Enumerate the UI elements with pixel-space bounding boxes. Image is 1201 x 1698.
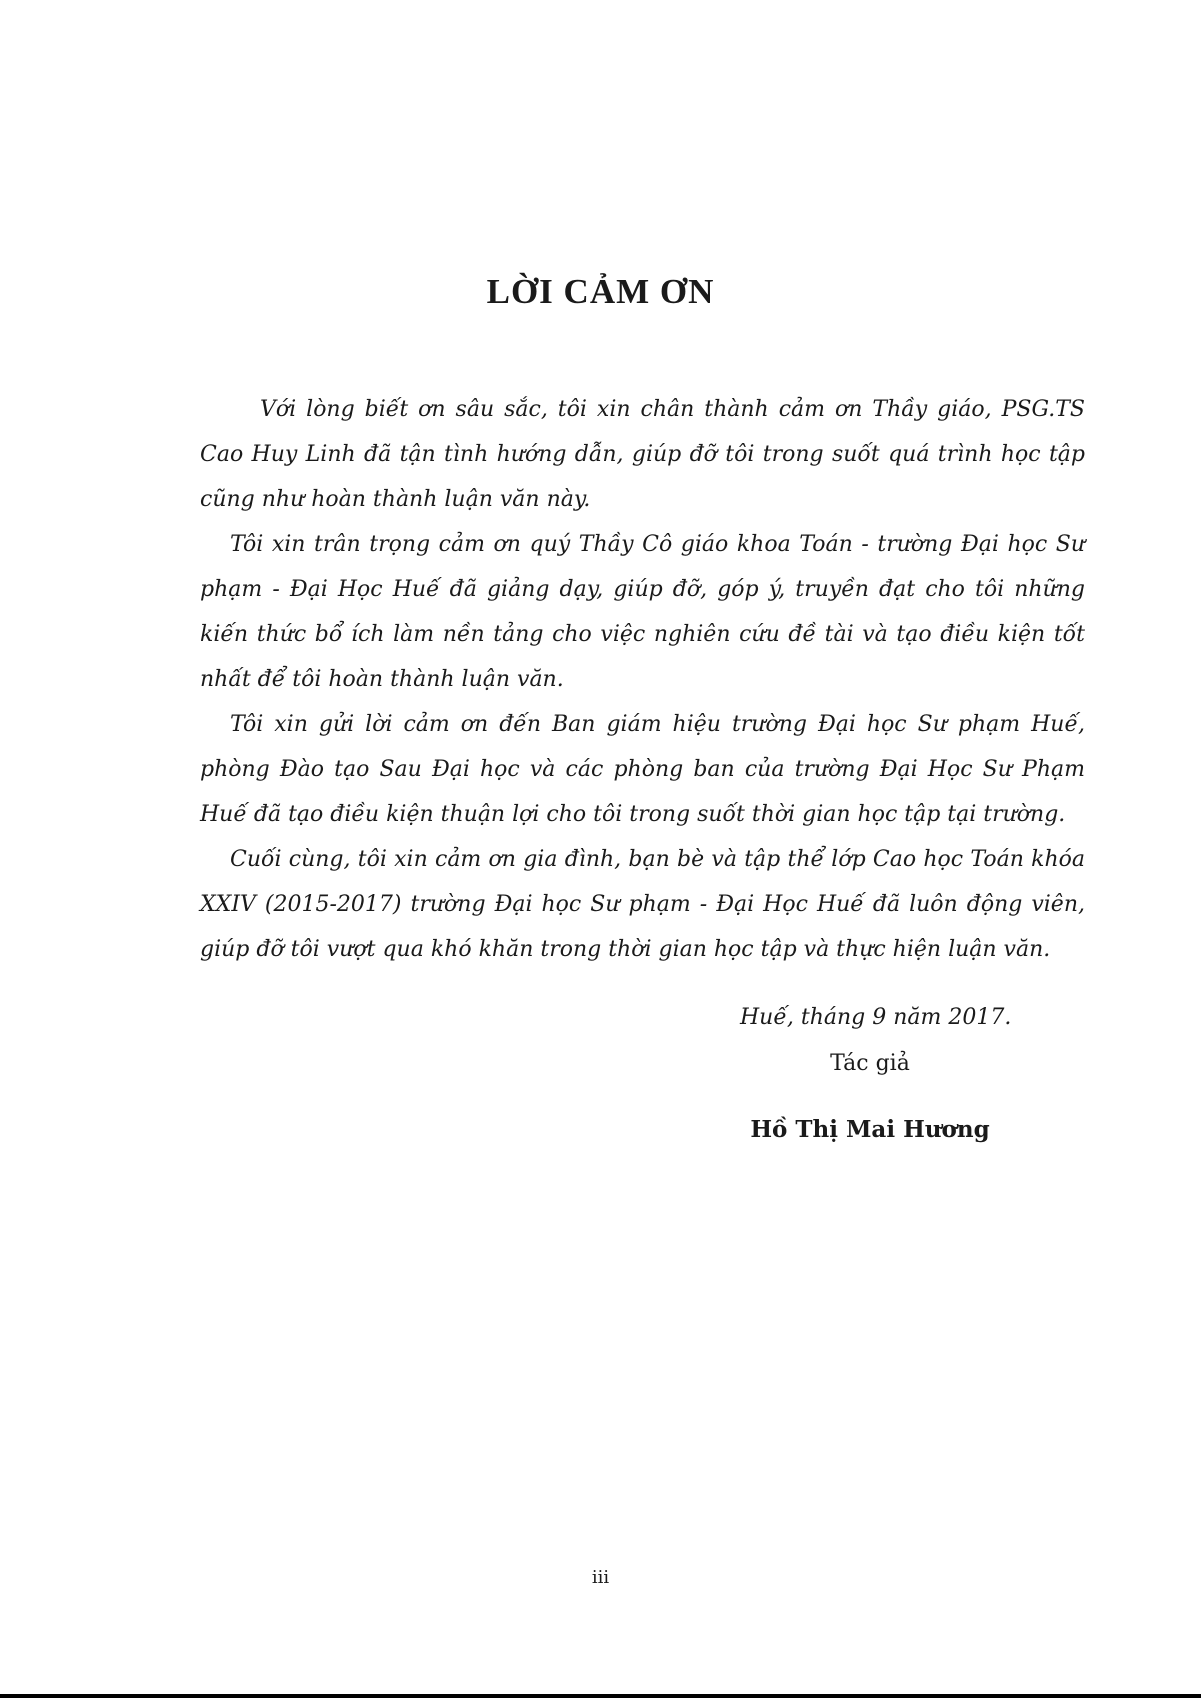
page-title: LỜI CẢM ƠN [486, 272, 715, 311]
signature-role: Tác giả [830, 1051, 910, 1076]
paragraph: Tôi xin gửi lời cảm ơn đến Ban giám hiệu trường Đại học Sư phạm Huế, phòng Đào tạo Sau Đại học và các phòng ban của trường Đại Học Sư Phạm Huế đã tạo điều kiện thuận lợi cho tôi trong suốt thời gian học tập tại trường. [200, 712, 1085, 827]
page-number: iii [591, 1567, 610, 1588]
author-name: Hồ Thị Mai Hương [750, 1116, 990, 1143]
paragraph: Với lòng biết ơn sâu sắc, tôi xin chân thành cảm ơn Thầy giáo, PSG.TS Cao Huy Linh đã tận tình hướng dẫn, giúp đỡ tôi trong suốt quá trình học tập cũng như hoàn thành luận văn này. [200, 397, 1085, 512]
bottom-border [0, 1694, 1201, 1698]
paragraph: Tôi xin trân trọng cảm ơn quý Thầy Cô giáo khoa Toán - trường Đại học Sư phạm - Đại Học Huế đã giảng dạy, giúp đỡ, góp ý, truyền đạt cho tôi những kiến thức bổ ích làm nền tảng cho việc nghiên cứu đề tài và tạo điều kiện tốt nhất để tôi hoàn thành luận văn. [200, 532, 1085, 692]
paragraph: Cuối cùng, tôi xin cảm ơn gia đình, bạn bè và tập thể lớp Cao học Toán khóa XXIV (2015-2017) trường Đại học Sư phạm - Đại Học Huế đã luôn động viên, giúp đỡ tôi vượt qua khó khăn trong thời gian học tập và thực hiện luận văn. [200, 847, 1085, 962]
signature-date: Huế, tháng 9 năm 2017. [740, 1005, 1012, 1030]
acknowledgement-body [200, 387, 1085, 972]
